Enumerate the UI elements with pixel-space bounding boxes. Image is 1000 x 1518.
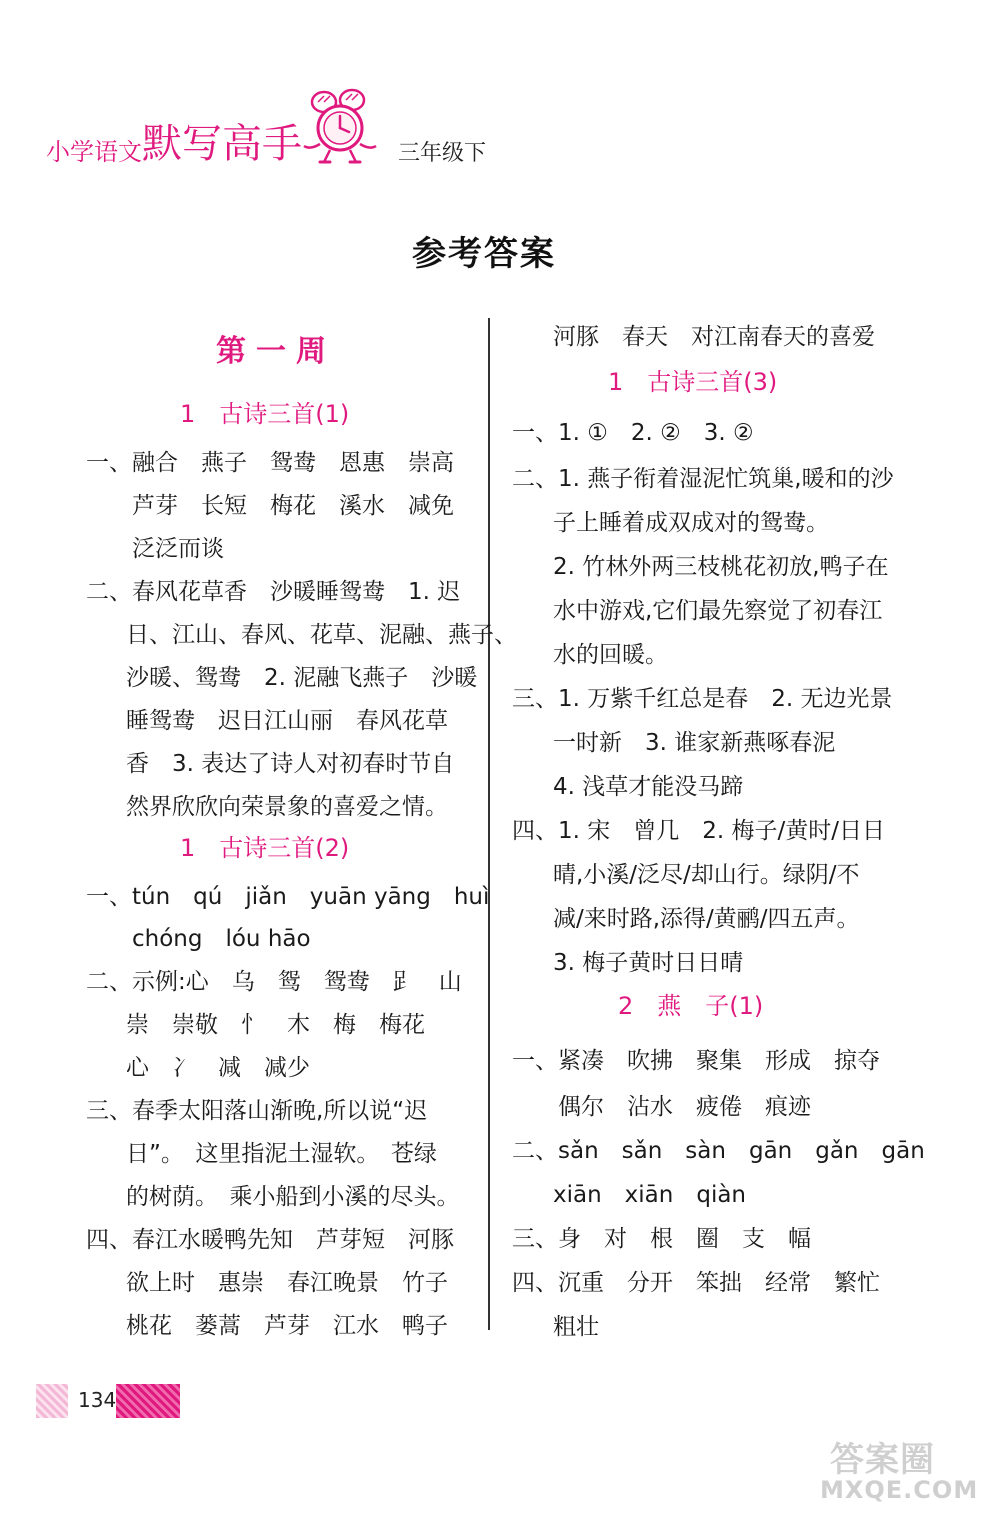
- section-heading: 1 古诗三首(3): [608, 368, 778, 396]
- watermark-url: MXQE.COM: [820, 1476, 979, 1504]
- answer-line: 桃花 蒌蒿 芦芽 江水 鸭子: [126, 1313, 448, 1339]
- answer-line: 香 3. 表达了诗人对初春时节自: [126, 751, 455, 777]
- answer-line: 二、春风花草香 沙暖睡鸳鸯 1. 迟: [86, 579, 461, 605]
- section-heading: 1 古诗三首(1): [180, 400, 350, 428]
- answer-line: 三、1. 万紫千红总是春 2. 无边光景: [512, 686, 893, 712]
- page-title: 参考答案: [412, 234, 556, 274]
- answer-line: 四、春江水暖鸭先知 芦芽短 河豚: [86, 1227, 454, 1253]
- answer-line: 一时新 3. 谁家新燕啄春泥: [553, 730, 836, 756]
- answer-line: 的树荫。 乘小船到小溪的尽头。: [126, 1184, 460, 1210]
- page-number: 134: [78, 1388, 117, 1412]
- answer-line: 三、身 对 根 圈 支 幅: [512, 1226, 811, 1252]
- answer-line: 一、紧凑 吹拂 聚集 形成 掠夺: [512, 1048, 880, 1074]
- answer-line: 一、tún qú jiǎn yuān yāng huì: [86, 884, 490, 910]
- answer-line: 欲上时 惠崇 春江晚景 竹子: [126, 1270, 448, 1296]
- answer-line: 河豚 春天 对江南春天的喜爱: [553, 324, 875, 350]
- answer-line: 二、sǎn sǎn sàn gān gǎn gān: [512, 1138, 925, 1164]
- answer-line: 日”。 这里指泥土湿软。 苍绿: [126, 1141, 437, 1167]
- answer-line: 泛泛而谈: [132, 536, 224, 562]
- answer-line: xiān xiān qiàn: [553, 1182, 747, 1208]
- answer-line: 崇 崇敬 忄 木 梅 梅花: [126, 1012, 425, 1038]
- answer-line: 睡鸳鸯 迟日江山丽 春风花草: [126, 708, 448, 734]
- answer-line: 然界欣欣向荣景象的喜爱之情。: [126, 794, 448, 820]
- page-decoration-right: [116, 1384, 180, 1418]
- answer-line: 4. 浅草才能没马蹄: [553, 774, 744, 800]
- answer-line: chóng lóu hāo: [132, 926, 311, 952]
- watermark-logo: 答案圈: [830, 1440, 935, 1480]
- answer-line: 四、1. 宋 曾几 2. 梅子/黄时/日日: [512, 818, 886, 844]
- column-divider: [488, 318, 490, 1330]
- page-decoration-left: [36, 1384, 68, 1418]
- series-small-title: 小学语文: [46, 138, 142, 166]
- answer-line: 四、沉重 分开 笨拙 经常 繁忙: [512, 1270, 880, 1296]
- answer-line: 一、融合 燕子 鸳鸯 恩惠 崇高: [86, 450, 454, 476]
- series-big-title: 默写高手: [142, 121, 302, 167]
- answer-line: 沙暖、鸳鸯 2. 泥融飞燕子 沙暖: [126, 665, 478, 691]
- answer-line: 二、示例:心 乌 鸳 鸳鸯 𧾷 山: [86, 969, 462, 995]
- answer-line: 子上睡着成双成对的鸳鸯。: [553, 510, 829, 536]
- answer-line: 心 冫 减 减少: [126, 1055, 310, 1081]
- week-heading: 第一周: [216, 334, 336, 369]
- answer-line: 日、江山、春风、花草、泥融、燕子、: [126, 622, 517, 648]
- answer-line: 粗壮: [553, 1314, 599, 1340]
- answer-line: 2. 竹林外两三枝桃花初放,鸭子在: [553, 554, 889, 580]
- section-heading: 1 古诗三首(2): [180, 834, 350, 862]
- section-heading: 2 燕 子(1): [618, 992, 764, 1020]
- answer-line: 水的回暖。: [553, 642, 668, 668]
- answer-line: 一、1. ① 2. ② 3. ②: [512, 420, 754, 446]
- answer-line: 3. 梅子黄时日日晴: [553, 950, 744, 976]
- answer-line: 晴,小溪/泛尽/却山行。绿阴/不: [553, 862, 860, 888]
- answer-line: 偶尔 沾水 疲倦 痕迹: [558, 1094, 811, 1120]
- answer-line: 二、1. 燕子衔着湿泥忙筑巢,暖和的沙: [512, 466, 894, 492]
- answer-line: 三、春季太阳落山渐晚,所以说“迟: [86, 1098, 428, 1124]
- answer-line: 芦芽 长短 梅花 溪水 减免: [132, 493, 454, 519]
- grade-label: 三年级下: [398, 141, 487, 166]
- alarm-clock-mascot-icon: [300, 88, 380, 166]
- answer-line: 水中游戏,它们最先察觉了初春江: [553, 598, 883, 624]
- answer-line: 减/来时路,添得/黄鹂/四五声。: [553, 906, 860, 932]
